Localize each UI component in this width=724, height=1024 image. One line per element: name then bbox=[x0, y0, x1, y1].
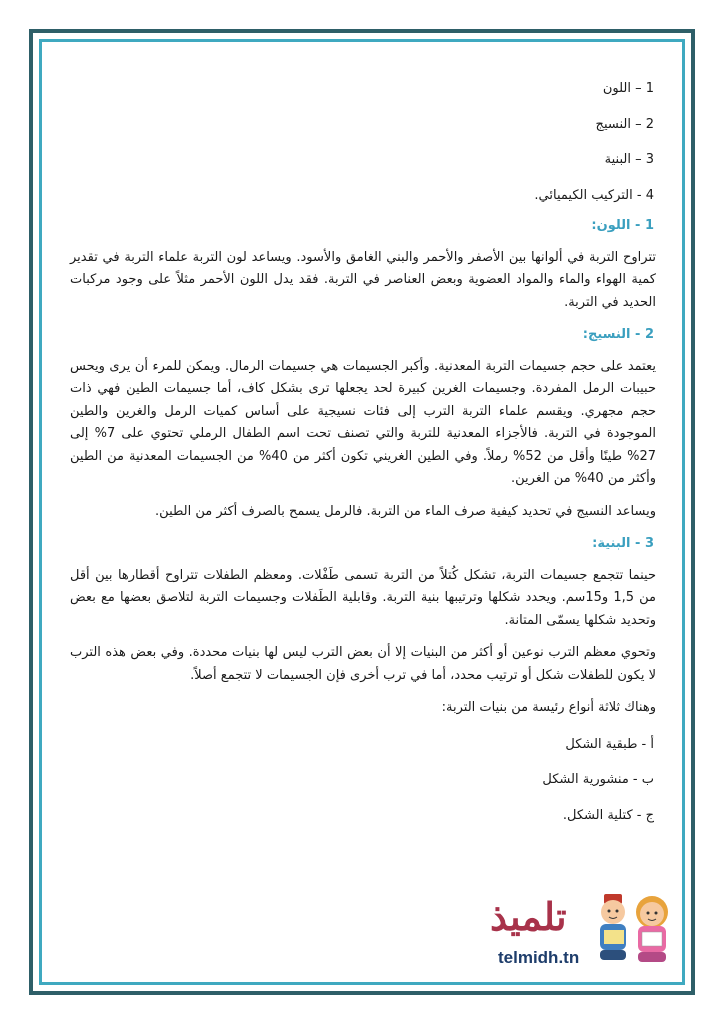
list-item: 3 – البنية bbox=[604, 152, 654, 167]
paragraph: ويساعد النسيج في تحديد كيفية صرف الماء من التربة. فالرمل يسمح بالصرف أكثر من الطين. bbox=[155, 503, 656, 519]
paragraph: حينما تتجمع جسيمات التربة، تشكل كُتلاً من التربة تسمى طَفْلات. ومعظم الطفلات تتراوح أقطارها بين أقل من 1,5 و15سم. ويحدد شكلها وترتيبها بنية التربة. وقابلية الطَفلات وجسيمات التربة لتلاصق بعضها مع بعض وتحديد شكلها يسمّى المتانة. bbox=[70, 567, 657, 628]
list-item: 4 - التركيب الكيميائي. bbox=[534, 187, 654, 203]
logo-arabic-text: تلميذ bbox=[490, 894, 567, 939]
section-heading-color: 1 - اللون: bbox=[591, 218, 654, 233]
structure-type-item: أ - طبقية الشكل bbox=[565, 736, 654, 752]
list-item: 2 – النسيج bbox=[595, 116, 654, 132]
document-body bbox=[70, 78, 656, 840]
telmidh-logo bbox=[490, 890, 680, 976]
paragraph: تتراوح التربة في ألوانها بين الأصفر والأحمر والبني الغامق والأسود. ويساعد لون التربة علماء التربة في تقدير كمية الهواء والماء والمواد العضوية وبعض العناصر في التربة. فقد يدل اللون الأحمر مثلاً على وجود مركبات الحديد في التربة. bbox=[70, 249, 656, 310]
paragraph: وتحوي معظم الترب نوعين أو أكثر من البنيات إلا أن بعض الترب ليس لها بنيات محددة. وفي بعض هذه الترب لا يكون للطفلات شكل أو ترتيب محدد، أما في ترب أخرى فإن الجسيمات لا تتجمع أصلاً. bbox=[70, 645, 656, 683]
list-item: 1 – اللون bbox=[602, 81, 654, 96]
kids-reading-icon bbox=[598, 890, 680, 976]
structure-type-item: ج - كتلية الشكل. bbox=[562, 807, 654, 823]
paragraph: يعتمد على حجم جسيمات التربة المعدنية. وأكبر الجسيمات هي جسيمات الرمال. ويمكن للمرء أن يرى ويحس حبيبات الرمل المفردة. وجسيمات الغرين كبيرة لحد يجعلها ترى بشكل كاف، أما جسيمات الطين فهي ذات حجم مجهري. ويقسم علماء التربة الترب إلى فئات نسيجية على أساس كميات الرمل والغرين والطين الموجودة في التربة. فالأجزاء المعدنية للتربة والتي تصنف تحت اسم الطفال الرملي تحتوي على 7% إلى 27% طينًا وأقل من 52% رملاً. وفي الطين الغريني تكون أكثر من 40% من الجسيمات المعدنية من الطين وأكثر من 40% من الغرين. bbox=[70, 358, 657, 486]
section-heading-texture: 2 - النسيج: bbox=[582, 327, 654, 342]
logo-url-text: telmidh.tn bbox=[498, 948, 580, 967]
structure-type-item: ب - منشورية الشكل bbox=[542, 772, 654, 787]
section-heading-structure: 3 - البنية: bbox=[592, 536, 654, 551]
paragraph: وهناك ثلاثة أنواع رئيسة من بنيات التربة: bbox=[441, 700, 656, 715]
